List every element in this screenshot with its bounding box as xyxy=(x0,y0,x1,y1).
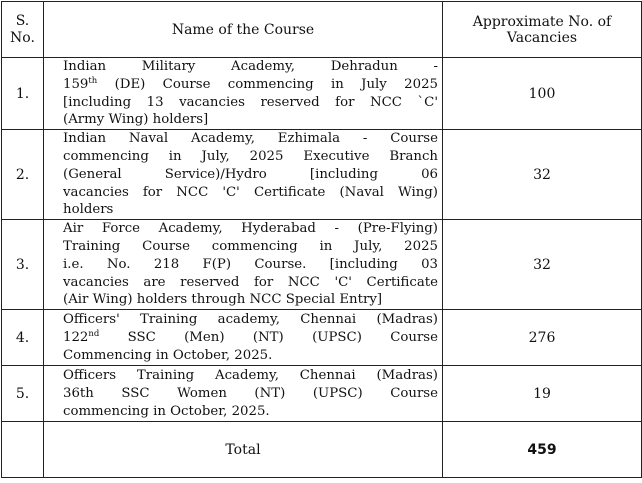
course-line: Air Force Academy, Hyderabad - (Pre-Flying) xyxy=(63,221,438,237)
course-line: (General Service)/Hydro [including 06 xyxy=(63,166,438,182)
course-line: i.e. No. 218 F(P) Course. [including 03 xyxy=(63,256,438,272)
course-line: holders xyxy=(63,202,114,218)
table-row xyxy=(2,310,642,366)
row-sno: 3. xyxy=(2,220,44,310)
course-cell xyxy=(44,366,443,422)
course-line: vacancies for NCC 'C' Certificate (Naval Wing) xyxy=(63,184,438,200)
vacancy-table xyxy=(1,1,642,478)
row-sno: 2. xyxy=(2,130,44,220)
header-row xyxy=(2,2,642,58)
course-line: Officers' Training academy, Chennai (Madras) xyxy=(63,311,438,327)
course-line: Training Course commencing in July, 2025 xyxy=(63,238,438,254)
course-line-ordinal xyxy=(63,76,438,94)
course-line: 36th SSC Women (NT) (UPSC) Course xyxy=(63,385,438,401)
course-cell xyxy=(44,310,443,366)
row-sno: 1. xyxy=(2,58,44,130)
course-line: [including 13 vacancies reserved for NCC `C' xyxy=(63,94,438,110)
course-cell xyxy=(44,130,443,220)
header-sno: S. No. xyxy=(2,2,44,58)
course-line: commencing in July, 2025 Executive Branch xyxy=(63,148,438,164)
course-line: (Army Wing) holders] xyxy=(63,112,209,128)
ordinal-rest: (DE) Course commencing in July 2025 xyxy=(97,76,438,92)
table-row xyxy=(2,130,642,220)
ordinal-suffix: nd xyxy=(88,328,100,339)
vacancy-count: 276 xyxy=(443,310,642,366)
vacancy-count: 19 xyxy=(443,366,642,422)
course-cell xyxy=(44,58,443,130)
course-cell xyxy=(44,220,443,310)
header-vacancies: Approximate No. of Vacancies xyxy=(443,2,642,58)
row-sno: 4. xyxy=(2,310,44,366)
vacancy-count: 32 xyxy=(443,130,642,220)
vacancy-count: 100 xyxy=(443,58,642,130)
table-row xyxy=(2,220,642,310)
course-line: Commencing in October, 2025. xyxy=(63,347,273,363)
course-line: commencing in October, 2025. xyxy=(63,403,270,419)
table-row xyxy=(2,58,642,130)
course-line-ordinal xyxy=(63,329,438,347)
row-sno: 5. xyxy=(2,366,44,422)
course-line: Officers Training Academy, Chennai (Madras) xyxy=(63,367,438,383)
total-label: Total xyxy=(44,422,443,478)
course-line: Indian Naval Academy, Ezhimala - Course xyxy=(63,131,438,147)
ordinal-number: 159 xyxy=(63,76,89,92)
total-value: 459 xyxy=(443,422,642,478)
total-blank-cell xyxy=(2,422,44,478)
course-line: (Air Wing) holders through NCC Special Entry] xyxy=(63,292,383,308)
ordinal-number: 122 xyxy=(63,329,89,345)
total-row xyxy=(2,422,642,478)
course-line: vacancies are reserved for NCC 'C' Certificate xyxy=(63,274,438,290)
header-course: Name of the Course xyxy=(44,2,443,58)
table-row xyxy=(2,366,642,422)
ordinal-suffix: th xyxy=(88,75,98,86)
course-line: Indian Military Academy, Dehradun - xyxy=(63,59,438,74)
ordinal-rest: SSC (Men) (NT) (UPSC) Course xyxy=(99,329,438,345)
vacancy-count: 32 xyxy=(443,220,642,310)
